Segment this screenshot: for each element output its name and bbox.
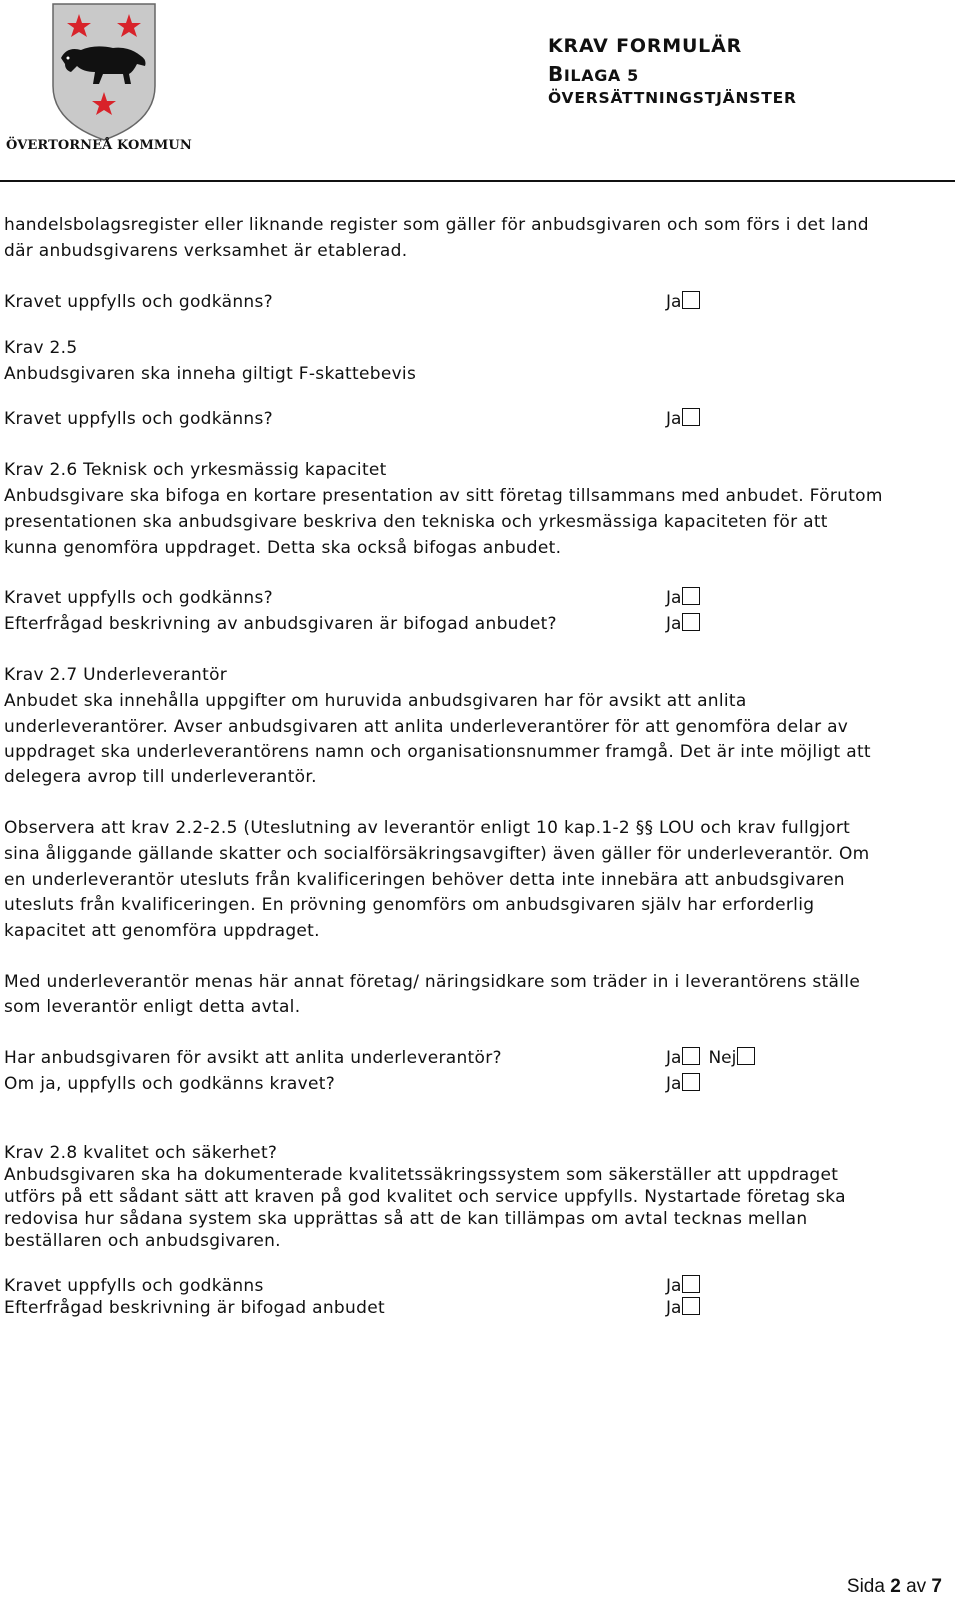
yes-label: Ja [666, 1074, 682, 1094]
checkbox-group [666, 1071, 700, 1097]
page-middle: av [906, 1576, 927, 1597]
krav-2-6-heading: Krav 2.6 Teknisk och yrkesmässig kapacitet [4, 460, 387, 480]
checkbox-group [666, 289, 700, 315]
body-line: handelsbolagsregister eller liknande register som gäller för anbudsgivaren och som förs i det land [4, 215, 869, 235]
krav-2-8-heading: Krav 2.8 kvalitet och säkerhet? [4, 1143, 278, 1163]
body-line: delegera avrop till underleverantör. [4, 767, 317, 787]
kommun-logo [5, 0, 201, 158]
yes-checkbox[interactable] [682, 291, 700, 309]
header-divider [0, 180, 955, 182]
body-line: utförs på ett sådant sätt att kraven på god kvalitet och service uppfylls. Nystartade företag ska [4, 1187, 846, 1207]
body-line: underleverantörer. Avser anbudsgivaren att anlita underleverantörer för att genomföra delar av [4, 717, 849, 737]
checkbox-group [666, 406, 700, 432]
body-line: Anbudsgivaren ska ha dokumenterade kvalitetssäkringssystem som säkerställer att uppdraget [4, 1165, 839, 1185]
body-line: en underleverantör utesluts från kvalificeringen behöver detta inte innebära att anbudsgivaren [4, 870, 845, 890]
yes-label: Ja [666, 1298, 682, 1318]
question-2-8a: Kravet uppfylls och godkänns [4, 1276, 264, 1296]
yes-label: Ja [666, 409, 682, 429]
body-line: som leverantör enligt detta avtal. [4, 997, 301, 1017]
checkbox-group [666, 585, 700, 611]
body-line: Med underleverantör menas här annat företag/ näringsidkare som träder in i leverantörens ställe [4, 972, 861, 992]
yes-checkbox[interactable] [682, 408, 700, 426]
logo-text: ÖVERTORNEÅ KOMMUN [6, 138, 192, 153]
checkbox-group [666, 1295, 700, 1321]
no-label: Nej [708, 1048, 737, 1068]
page-prefix: Sida [846, 1576, 885, 1597]
question-intro: Kravet uppfylls och godkänns? [4, 292, 273, 312]
yes-label: Ja [666, 292, 682, 312]
body-line: kunna genomföra uppdraget. Detta ska också bifogas anbudet. [4, 538, 562, 558]
body-line: utesluts från kvalificeringen. En prövning genomförs om anbudsgivaren själv har erforderlig [4, 895, 815, 915]
yes-label: Ja [666, 588, 682, 608]
body-line: uppdraget ska underleverantörens namn och organisationsnummer framgå. Det är inte möjligt att [4, 742, 871, 762]
attachment-initial: B [548, 62, 564, 86]
yes-checkbox[interactable] [682, 587, 700, 605]
body-line: Observera att krav 2.2-2.5 (Uteslutning av leverantör enligt 10 kap.1-2 §§ LOU och krav fullgjort [4, 818, 851, 838]
yes-label: Ja [666, 1048, 682, 1068]
current-page: 2 [890, 1576, 901, 1597]
total-pages: 7 [931, 1576, 942, 1597]
body-line: där anbudsgivarens verksamhet är etablerad. [4, 241, 408, 261]
body-line: Anbudet ska innehålla uppgifter om huruvida anbudsgivaren har för avsikt att anlita [4, 691, 747, 711]
yes-checkbox[interactable] [682, 613, 700, 631]
yes-checkbox[interactable] [682, 1275, 700, 1293]
body-line: presentationen ska anbudsgivare beskriva den tekniska och yrkesmässiga kapaciteten för att [4, 512, 828, 532]
krav-2-5-text: Anbudsgivaren ska inneha giltigt F-skattebevis [4, 364, 417, 384]
body-line: beställaren och anbudsgivaren. [4, 1231, 281, 1251]
krav-2-5-heading: Krav 2.5 [4, 338, 78, 358]
checkbox-group [666, 611, 700, 637]
form-subtitle: ÖVERSÄTTNINGSTJÄNSTER [548, 89, 797, 107]
question-2-8b: Efterfrågad beskrivning är bifogad anbudet [4, 1298, 385, 1318]
coat-of-arms-icon [5, 0, 201, 158]
no-checkbox[interactable] [737, 1047, 755, 1065]
form-title: KRAV FORMULÄR [548, 35, 743, 57]
question-2-6b: Efterfrågad beskrivning av anbudsgivaren är bifogad anbudet? [4, 614, 557, 634]
page-number [847, 1576, 942, 1598]
checkbox-group [666, 1045, 755, 1071]
body-line: Anbudsgivare ska bifoga en kortare presentation av sitt företag tillsammans med anbudet. Förutom [4, 486, 883, 506]
body-line: sina åliggande gällande skatter och socialförsäkringsavgifter) även gäller för underleverantör. Om [4, 844, 870, 864]
yes-checkbox[interactable] [682, 1297, 700, 1315]
yes-label: Ja [666, 1276, 682, 1296]
attachment-label [548, 62, 639, 86]
yes-checkbox[interactable] [682, 1047, 700, 1065]
attachment-rest: ILAGA 5 [563, 66, 639, 85]
question-2-7b: Om ja, uppfylls och godkänns kravet? [4, 1074, 336, 1094]
question-2-6a: Kravet uppfylls och godkänns? [4, 588, 273, 608]
yes-checkbox[interactable] [682, 1073, 700, 1091]
yes-label: Ja [666, 614, 682, 634]
question-2-7a: Har anbudsgivaren för avsikt att anlita underleverantör? [4, 1048, 502, 1068]
body-line: redovisa hur sådana system ska upprättas så att de kan tillämpas om avtal tecknas mellan [4, 1209, 808, 1229]
question-2-5: Kravet uppfylls och godkänns? [4, 409, 273, 429]
body-line: kapacitet att genomföra uppdraget. [4, 921, 320, 941]
krav-2-7-heading: Krav 2.7 Underleverantör [4, 665, 228, 685]
